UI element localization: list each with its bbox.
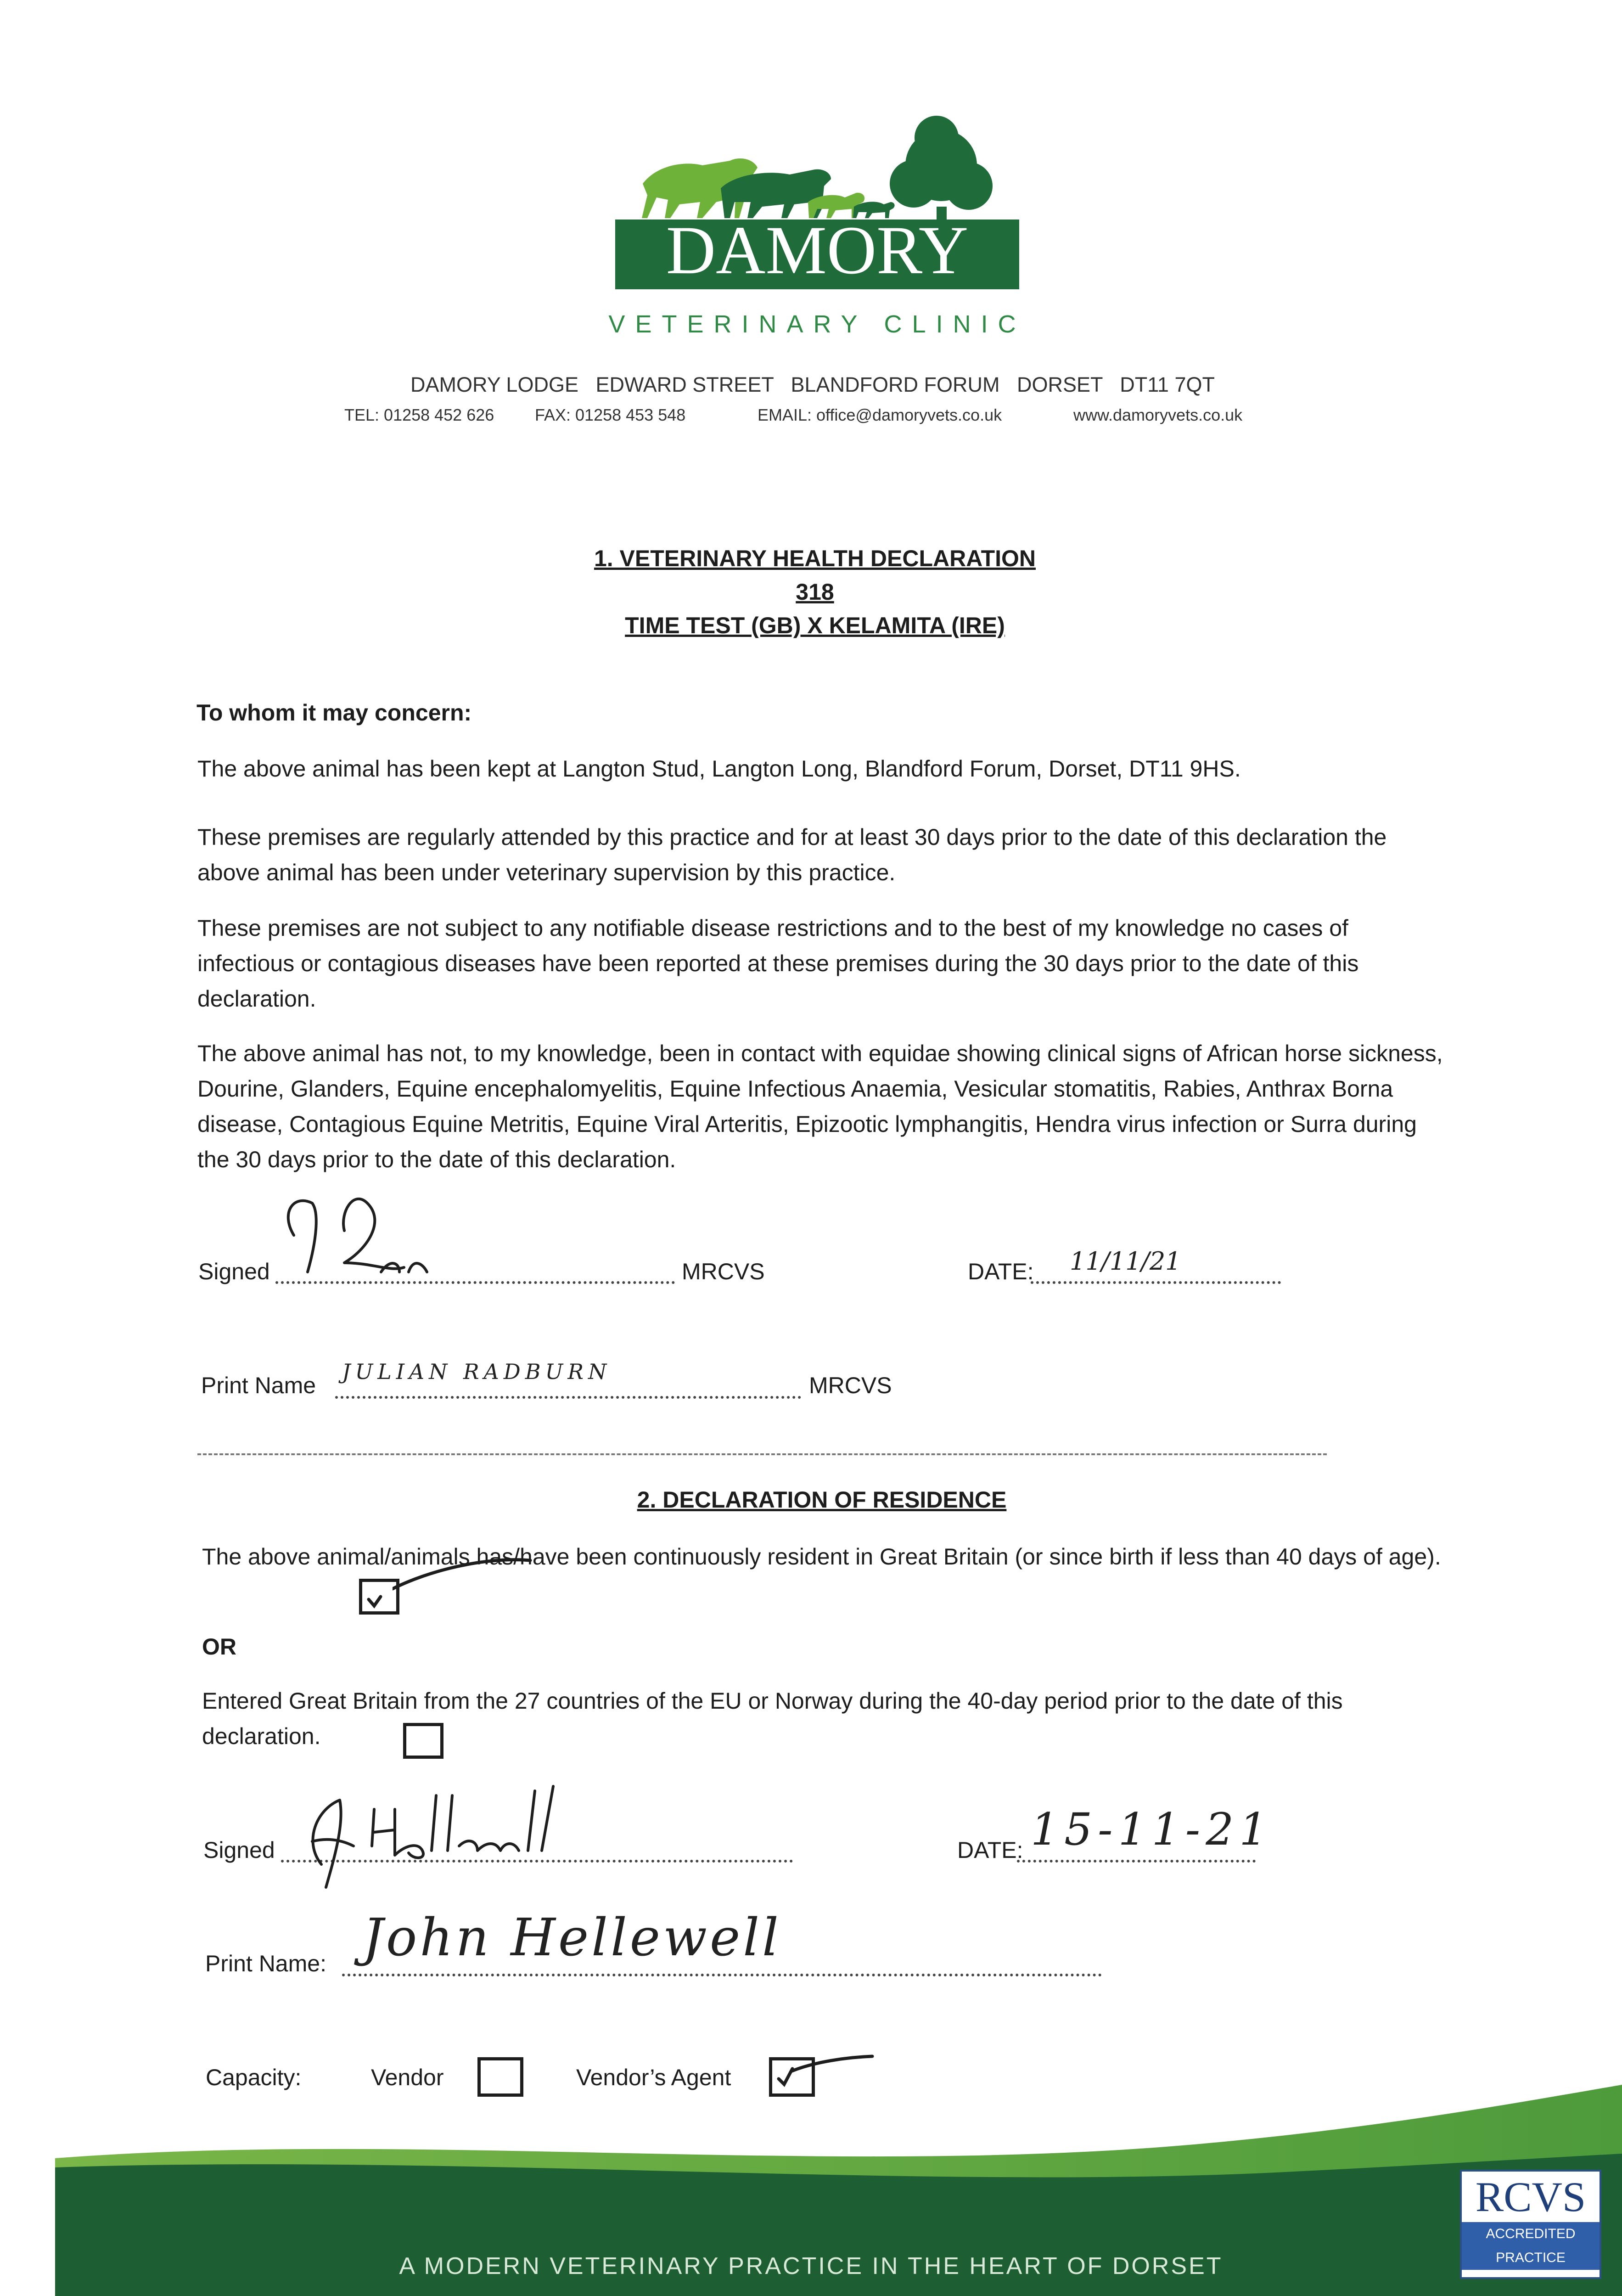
clinic-email[interactable]: EMAIL: office@damoryvets.co.uk <box>758 405 1002 424</box>
damory-logo <box>615 110 1019 312</box>
paragraph-supervision: These premises are regularly attended by this practice and for at least 30 days prior to the date of this declaration the above animal has been under veterinary supervision by this practice. <box>197 824 1387 885</box>
vet-signed-mrcvs: MRCVS <box>682 1259 765 1284</box>
clinic-address: DAMORY LODGE EDWARD STREET BLANDFORD FORUM DORSET DT11 7QT <box>410 373 1215 396</box>
section-divider <box>197 1453 1327 1455</box>
vet-signed-label: Signed <box>198 1259 270 1284</box>
section1-heading: 1. VETERINARY HEALTH DECLARATION <box>594 546 1036 571</box>
vet-date-value: 11/11/21 <box>1070 1247 1181 1276</box>
vet-print-name-value: JULIAN RADBURN <box>342 1359 612 1384</box>
vendor-print-name-line <box>342 1974 1102 1976</box>
vet-signature <box>275 1185 459 1286</box>
vet-date-label: DATE: <box>968 1259 1034 1284</box>
paragraph-restrictions: These premises are not subject to any notifiable disease restrictions and to the best of my knowledge no cases of infectious or contagious diseases have been reported at these premises during the 30 days prior to the date of this declaration. <box>197 915 1359 1012</box>
vet-print-mrcvs: MRCVS <box>809 1373 892 1398</box>
rcvs-accredited: ACCREDITED <box>1486 2226 1576 2241</box>
vendor-date-value: 15-11-21 <box>1031 1804 1273 1855</box>
brand-name: DAMORY <box>666 212 969 288</box>
footer-tagline: A MODERN VETERINARY PRACTICE IN THE HEART OF DORSET <box>399 2253 1223 2279</box>
paragraph-premises: The above animal has been kept at Langton Stud, Langton Long, Blandford Forum, Dorset, DT11 9HS. <box>197 756 1241 782</box>
animals-icon <box>642 158 895 218</box>
paragraph-contact: The above animal has not, to my knowledge, been in contact with equidae showing clinical signs of African horse sickness, Dourine, Glanders, Equine encephalomyelitis, Equine Infectious Anaemia, Vesicular stomatitis, Rabies, Anthrax Borna disease, Contagious Equine Metritis, Equine Viral Arteritis, Epizootic lymphangitis, Hendra virus infection or Surra during the 30 days prior to the date of this declaration. <box>197 1041 1443 1172</box>
clinic-fax: FAX: 01258 453 548 <box>535 405 686 424</box>
vet-print-name-line <box>335 1396 801 1399</box>
brand-subtitle: VETERINARY CLINIC <box>608 310 1026 338</box>
or-label: OR <box>202 1634 236 1660</box>
vendor-date-line <box>1017 1860 1256 1863</box>
vet-date-line <box>1031 1281 1281 1284</box>
tick-stroke-extension <box>393 1552 539 1593</box>
clinic-website[interactable]: www.damoryvets.co.uk <box>1073 405 1243 424</box>
declaration-number: 318 <box>796 579 834 605</box>
vendor-print-name-label: Print Name: <box>205 1951 326 1976</box>
vet-print-name-label: Print Name <box>201 1373 316 1398</box>
capacity-label: Capacity: <box>206 2065 302 2090</box>
rcvs-practice: PRACTICE <box>1496 2250 1566 2265</box>
salutation: To whom it may concern: <box>196 700 472 726</box>
vendor-print-name-value: John Hellewell <box>363 1908 781 1968</box>
vendor-signed-label: Signed <box>203 1837 275 1863</box>
rcvs-logo-text: RCVS <box>1475 2173 1586 2220</box>
section2-heading: 2. DECLARATION OF RESIDENCE <box>637 1487 1007 1513</box>
vendor-option-label: Vendor <box>371 2065 444 2090</box>
residence-option-eu: Entered Great Britain from the 27 countries of the EU or Norway during the 40-day period prior to the date of this declaration. <box>202 1688 1343 1749</box>
vendor-date-label: DATE: <box>957 1837 1023 1863</box>
vendor-signature <box>285 1773 615 1892</box>
animal-name: TIME TEST (GB) X KELAMITA (IRE) <box>625 613 1005 638</box>
residence-option-gb: The above animal/animals has/have been continuously resident in Great Britain (or since birth if less than 40 days of age). <box>202 1544 1441 1570</box>
vendors-agent-option-label: Vendor’s Agent <box>576 2065 731 2090</box>
clinic-tel: TEL: 01258 452 626 <box>344 405 494 424</box>
rcvs-badge <box>1460 2170 1601 2279</box>
residence-option-eu-checkbox[interactable] <box>403 1723 443 1759</box>
